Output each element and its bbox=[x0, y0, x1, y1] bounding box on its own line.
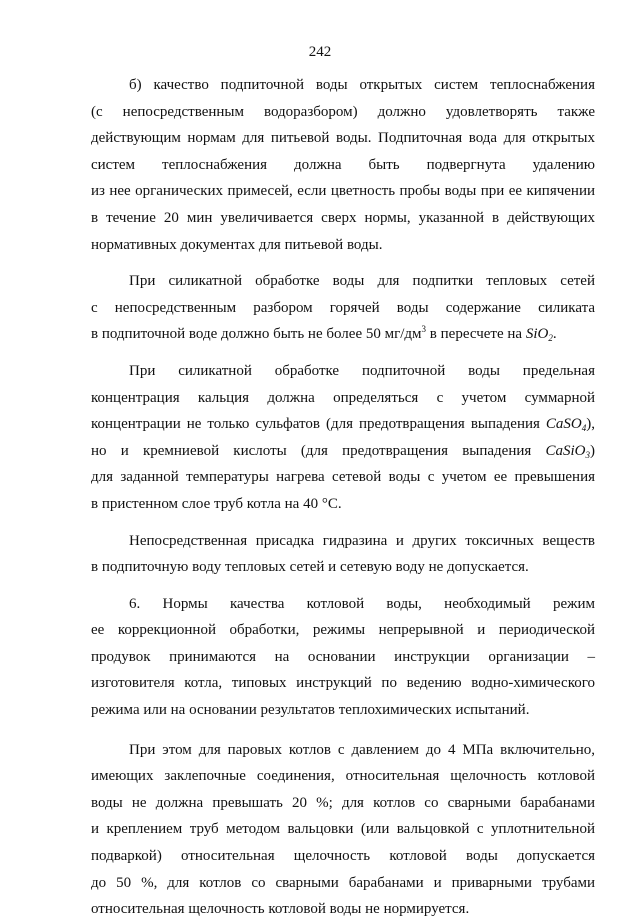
superscript: 3 bbox=[421, 324, 427, 335]
text-line: для заданной температуры нагрева сетевой воды с учетом ее превышения bbox=[91, 469, 595, 486]
document-body bbox=[91, 72, 595, 923]
paragraph-boiler-water-norms bbox=[91, 591, 595, 724]
text-line: При силикатной обработке подпиточной воды предельная bbox=[129, 362, 595, 379]
paragraph-alkalinity bbox=[91, 737, 595, 923]
text-line: из нее органических примесей, если цветность пробы воды при ее кипячении bbox=[91, 183, 595, 200]
chemical-formula: CaSiO$_3$ bbox=[545, 442, 590, 460]
text-line: в подпиточную воду тепловых сетей и сетевую воду не допускается. bbox=[91, 559, 529, 576]
text-line: в пристенном слое труб котла на 40 °С. bbox=[91, 495, 342, 512]
text-fragment: в подпиточной воде должно быть не более 50 мг/дм bbox=[91, 326, 422, 343]
page-number: 242 bbox=[308, 44, 332, 60]
chemical-formula: CaSO$_4$ bbox=[545, 416, 587, 434]
text-line: продувок принимаются на основании инструкции организации – bbox=[91, 648, 595, 665]
text-line: нормативных документах для питьевой воды. bbox=[91, 236, 383, 253]
text-line: б) качество подпиточной воды открытых систем теплоснабжения bbox=[129, 77, 595, 93]
text-line: подваркой) относительная щелочность котловой воды допускается bbox=[91, 848, 595, 865]
text-line: до 50 %, для котлов со сварными барабанами и приварными трубами bbox=[91, 874, 595, 891]
text-line: в течение 20 мин увеличивается сверх нормы, указанной в действующих bbox=[91, 209, 595, 226]
text-line-formula: концентрации не только сульфатов (для предотвращения выпадения CaSO$_4$), bbox=[91, 416, 595, 434]
text-line-formula: но и кремниевой кислоты (для предотвращения выпадения CaSiO$_3$) bbox=[91, 442, 595, 460]
paragraph-gap bbox=[91, 581, 595, 591]
text-line: концентрация кальция должна определяться с учетом суммарной bbox=[91, 389, 595, 406]
text-line: и креплением труб методом вальцовки (или вальцовкой с уплотнительной bbox=[91, 821, 595, 838]
paragraph-gap bbox=[91, 724, 595, 737]
text-line: действующим нормам для питьевой воды. Подпиточная вода для открытых bbox=[91, 130, 595, 147]
text-line: изготовителя котла, типовых инструкций по ведению водно-химического bbox=[91, 675, 595, 692]
text-line: режима или на основании результатов теплохимических испытаний. bbox=[91, 702, 530, 719]
paragraph-gap bbox=[91, 258, 595, 268]
text-line: ее коррекционной обработки, режимы непрерывной и периодической bbox=[91, 622, 595, 639]
text-line: (с непосредственным водоразбором) должно удовлетворять также bbox=[91, 103, 595, 120]
text-line: Непосредственная присадка гидразина и других токсичных веществ bbox=[129, 532, 595, 549]
text-line: При силикатной обработке воды для подпитки тепловых сетей bbox=[129, 273, 595, 290]
paragraph-calcium-concentration bbox=[91, 358, 595, 518]
paragraph-gap bbox=[91, 348, 595, 358]
text-line: воды не должна превышать 20 %; для котлов со сварными барабанами bbox=[91, 794, 595, 811]
paragraph-gap bbox=[91, 518, 595, 528]
paragraph-silicate-limit bbox=[91, 268, 595, 348]
text-line: относительная щелочность котловой воды не нормируется. bbox=[91, 901, 470, 918]
text-line: с непосредственным разбором горячей воды содержание силиката bbox=[91, 299, 595, 316]
text-line-formula bbox=[91, 321, 595, 348]
text-fragment: в пересчете на bbox=[426, 326, 526, 343]
text-fragment: . bbox=[552, 326, 557, 343]
text-line: систем теплоснабжения должна быть подвергнута удалению bbox=[91, 156, 595, 173]
paragraph-hydrazine bbox=[91, 528, 595, 581]
text-line: имеющих заклепочные соединения, относительная щелочность котловой bbox=[91, 768, 595, 785]
text-line: При этом для паровых котлов с давлением до 4 МПа включительно, bbox=[129, 741, 595, 758]
paragraph-open-systems bbox=[91, 72, 595, 258]
text-line: 6. Нормы качества котловой воды, необходимый режим bbox=[129, 595, 595, 612]
chemical-formula: SiO$_2$ bbox=[525, 326, 553, 344]
